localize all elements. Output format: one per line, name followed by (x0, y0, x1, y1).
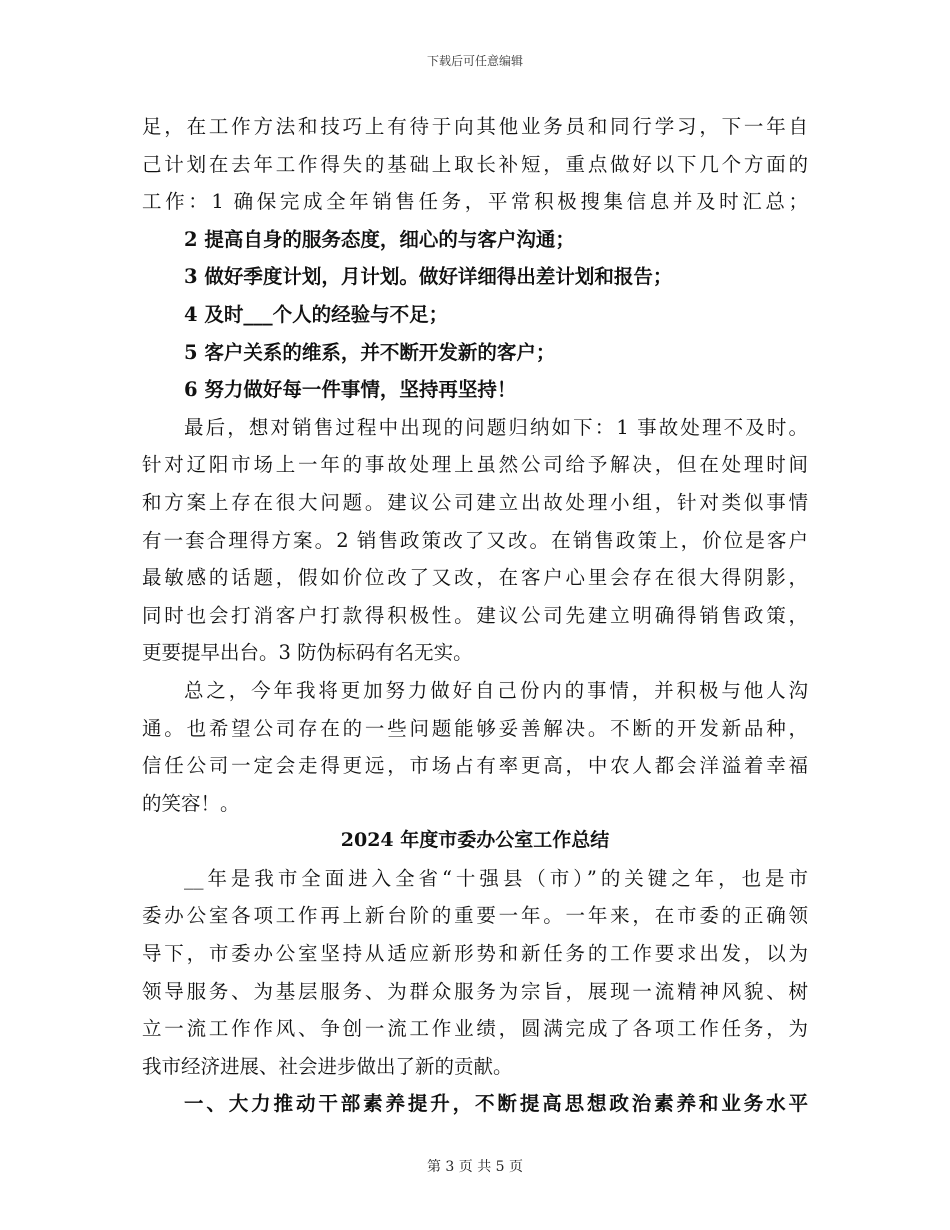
body-line: 最后，想对销售过程中出现的问题归纳如下：1 事故处理不及时。 (184, 415, 808, 439)
body-line: 足，在工作方法和技巧上有待于向其他业务员和同行学习，下一年自 (142, 115, 808, 138)
body-line: 立一流工作作风、争创一流工作业绩，圆满完成了各项工作任务，为 (142, 1017, 808, 1041)
body-line: 我市经济进展、社会进步做出了新的贡献。 (142, 1054, 513, 1078)
body-line: 有一套合理得方案。2 销售政策改了又改。在销售政策上，价位是客户 (142, 528, 808, 552)
list-item: 5 客户关系的维系，并不断开发新的客户； (184, 340, 556, 364)
document-body (142, 108, 808, 1123)
body-line: 导下，市委办公室坚持从适应新形势和新任务的工作要求出发，以为 (142, 942, 808, 966)
list-item: 4 及时___个人的经验与不足； (184, 302, 449, 326)
subsection-heading: 一、大力推动干部素养提升，不断提高思想政治素养和业务水平 (184, 1092, 808, 1116)
body-line: __年是我市全面进入全省“十强县（市）”的关键之年，也是市 (184, 866, 808, 890)
body-line: 信任公司一定会走得更远，市场占有率更高，中农人都会洋溢着幸福 (142, 754, 808, 778)
page-footer: 第 3 页 共 5 页 (426, 1159, 524, 1175)
list-item: 6 努力做好每一件事情，坚持再坚持！ (184, 378, 517, 402)
body-line: 针对辽阳市场上一年的事故处理上虽然公司给予解决，但在处理时间 (142, 453, 808, 477)
section-title: 2024 年度市委办公室工作总结 (340, 829, 610, 852)
body-line: 己计划在去年工作得失的基础上取长补短，重点做好以下几个方面的 (142, 152, 808, 176)
body-line: 工作：1 确保完成全年销售任务，平常积极搜集信息并及时汇总； (142, 190, 808, 214)
list-item: 3 做好季度计划，月计划。做好详细得出差计划和报告； (184, 265, 673, 289)
body-line: 的笑容！。 (142, 791, 240, 815)
body-line: 更要提早出台。3 防伪标码有名无实。 (142, 641, 473, 665)
body-line: 和方案上存在很大问题。建议公司建立出故处理小组，针对类似事情 (142, 490, 808, 514)
body-line: 通。也希望公司存在的一些问题能够妥善解决。不断的开发新品种， (142, 716, 808, 740)
body-line: 委办公室各项工作再上新台阶的重要一年。一年来，在市委的正确领 (142, 904, 808, 928)
list-item: 2 提高自身的服务态度，细心的与客户沟通； (184, 227, 575, 251)
body-line: 总之，今年我将更加努力做好自己份内的事情，并积极与他人沟 (184, 678, 808, 702)
body-line: 最敏感的话题，假如价位改了又改，在客户心里会存在很大得阴影， (142, 566, 808, 590)
body-line: 同时也会打消客户打款得积极性。建议公司先建立明确得销售政策， (142, 603, 808, 627)
page-header: 下载后可任意编辑 (426, 54, 523, 68)
body-line: 领导服务、为基层服务、为群众服务为宗旨，展现一流精神风貌、树 (142, 979, 808, 1003)
